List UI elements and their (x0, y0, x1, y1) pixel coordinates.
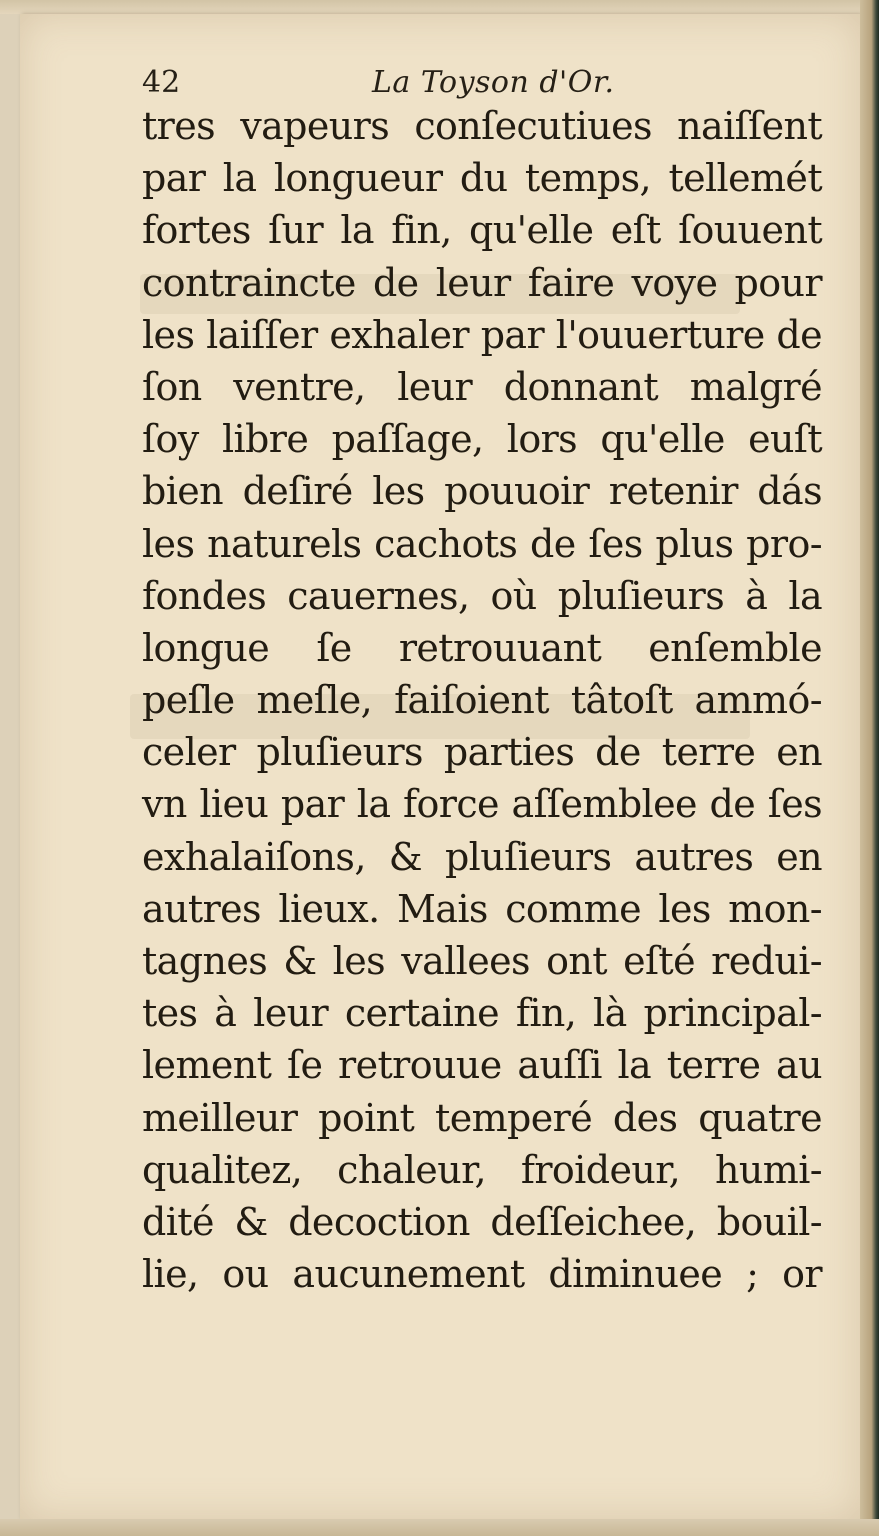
text-line: autres lieux. Mais comme les mon- (142, 886, 822, 931)
text-line: vn lieu par la force aſſemblee de ſes (142, 782, 822, 827)
text-line: fondes cauernes, où pluſieurs à la (142, 573, 822, 618)
text-line: tagnes & les vallees ont eſté redui- (142, 939, 822, 983)
body-text (142, 100, 822, 1300)
text-line: tres vapeurs conſecutiues naiſſent (142, 104, 822, 148)
text-line: ſoy libre paſſage, lors qu'elle euſt (142, 417, 822, 462)
text-line: celer pluſieurs parties de terre en (142, 730, 822, 775)
text-line: longue ſe retrouuant enſemble (142, 625, 822, 670)
text-line: exhalaiſons, & pluſieurs autres en (142, 834, 822, 879)
text-line: qualitez, chaleur, froideur, humi- (142, 1147, 822, 1192)
text-line: fortes ſur la fin, qu'elle eſt ſouuent (142, 208, 822, 253)
page-edge-bottom (0, 1519, 879, 1536)
text-line: meilleur point temperé des quatre (142, 1095, 822, 1140)
text-line: dité & decoction deſſeichee, bouil- (142, 1199, 822, 1244)
book-edge-right (860, 0, 879, 1536)
text-line: peſle meſle, faiſoient tâtoſt ammó- (142, 678, 822, 723)
page-number: 42 (142, 65, 181, 100)
text-line: bien deſiré les pouuoir retenir dás (142, 469, 822, 514)
running-title: La Toyson d'Or. (372, 65, 615, 100)
text-line: contraincte de leur faire voye pour (142, 260, 822, 305)
text-line: les naturels cachots de ſes plus pro- (142, 521, 822, 566)
text-line: ſon ventre, leur donnant malgré (142, 364, 822, 409)
text-line: lie, ou aucunement diminuee ; or (142, 1252, 822, 1297)
text-line: lement ſe retrouue auſſi la terre au (142, 1043, 822, 1088)
page-edge-top (0, 0, 879, 14)
text-line: les laiſſer exhaler par l'ouuerture de (142, 312, 822, 357)
text-line: tes à leur certaine fin, là principal- (142, 991, 822, 1036)
text-line: par la longueur du temps, tellemét (142, 156, 822, 201)
